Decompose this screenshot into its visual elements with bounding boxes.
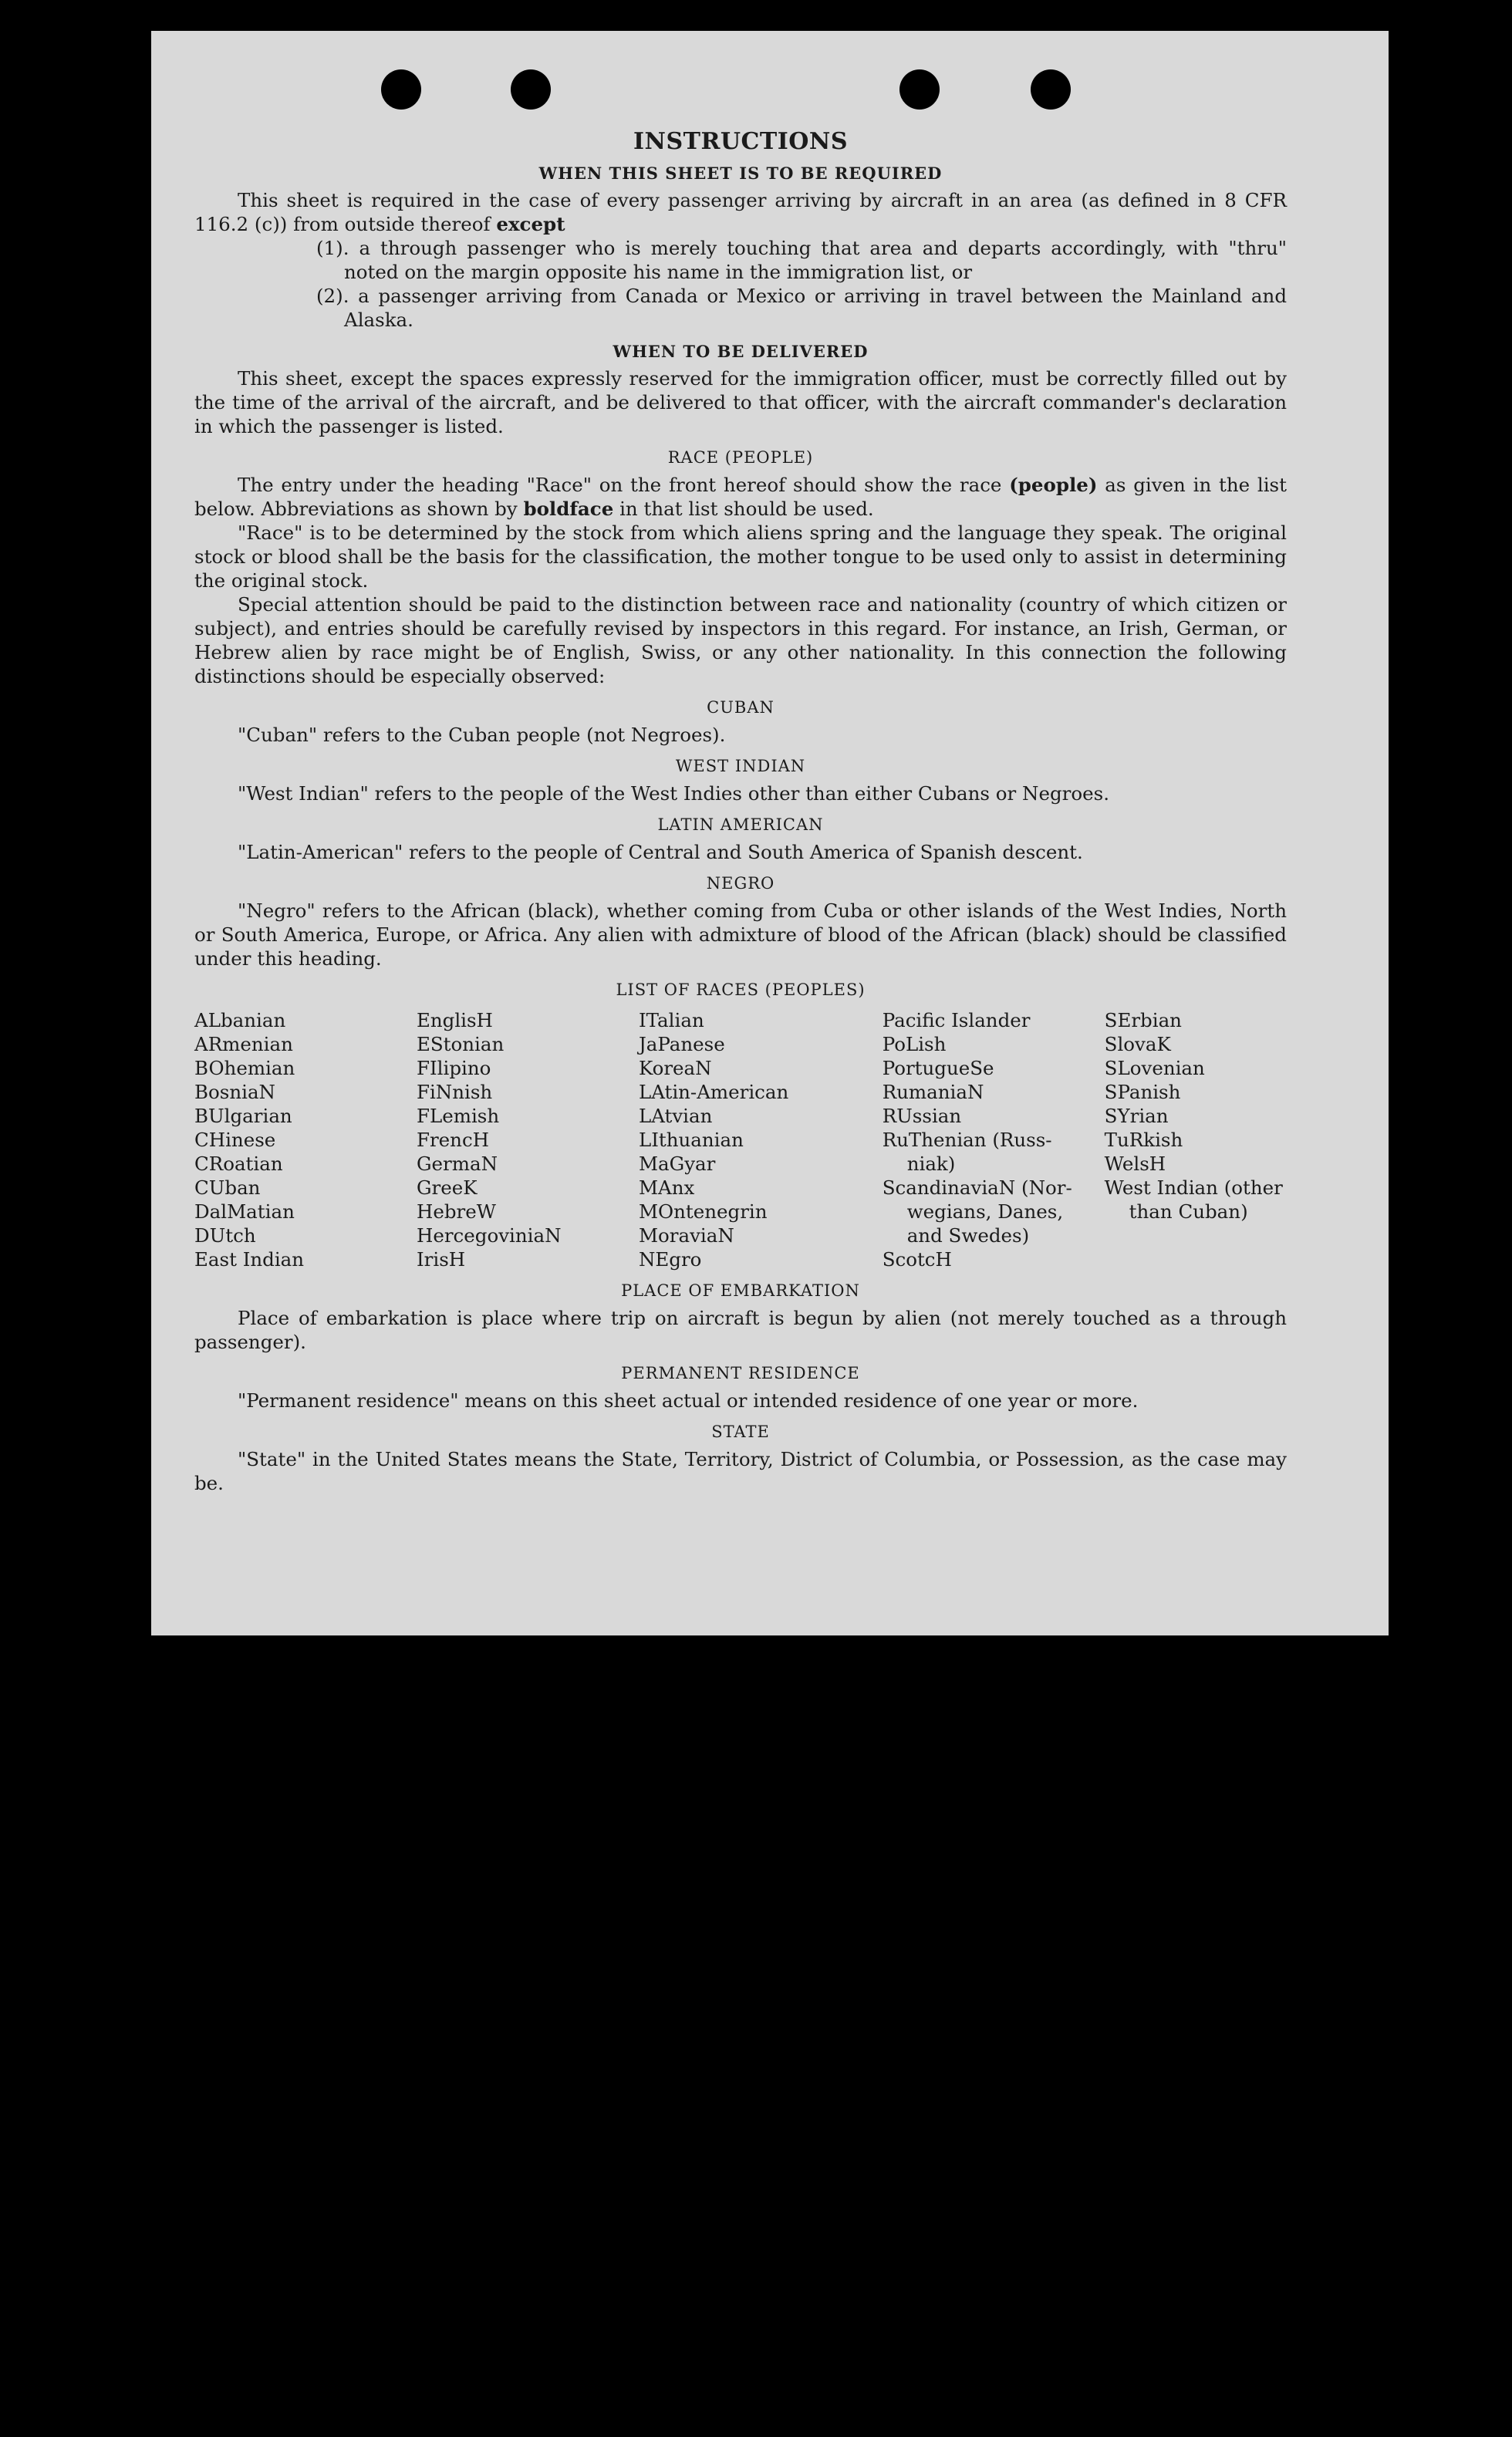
- race-item: BosniaN: [194, 1081, 275, 1103]
- race-item: EStonian: [416, 1033, 505, 1055]
- race-item: MAnx: [638, 1176, 695, 1199]
- race-item: IrisH: [416, 1248, 466, 1271]
- race-paragraph-3: Special attention should be paid to the distinction between race and nationality (country of which citizen or subject), and entries should be carefully revised by inspectors in this regard. For instance, an Irish, German, or Hebrew alien by race might be of English, Swiss, or any other nationality. In this connection the following distinctions should be especially observed:: [194, 593, 1287, 687]
- latin-american-text: "Latin-American" refers to the people of Central and South America of Spanish descent.: [238, 841, 1083, 863]
- race-item: SLovenian: [1104, 1057, 1205, 1079]
- delivered-text: This sheet, except the spaces expressly reserved for the immigration officer, must be correctly filled out by the time of the arrival of the aircraft, and be delivered to that officer, with the aircraft commander's declaration in which the passenger is listed.: [194, 367, 1287, 437]
- state-text: "State" in the United States means the State, Territory, District of Columbia, or Possession, as the case may be.: [194, 1448, 1287, 1494]
- race-item: FiNnish: [416, 1081, 493, 1103]
- race-item: GermaN: [416, 1153, 498, 1175]
- race-item-continued: and Swedes): [906, 1224, 1030, 1247]
- races-column-1: [194, 1008, 417, 1271]
- races-list: [194, 1008, 1287, 1271]
- required-item-1: (1). a through passenger who is merely touching that area and departs accordingly, with "thru" noted on the margin opposite his name in the immigration list, or: [316, 237, 1287, 283]
- required-intro: [194, 188, 1287, 236]
- race-item: ScotcH: [882, 1248, 952, 1271]
- required-intro-except: except: [496, 213, 565, 235]
- race-item: MOntenegrin: [638, 1200, 768, 1223]
- race-item: LAtin-American: [638, 1081, 789, 1103]
- race-item: SlovaK: [1104, 1033, 1171, 1055]
- race-item: FrencH: [416, 1129, 490, 1151]
- races-column-4: [883, 1008, 1105, 1271]
- race-item: ARmenian: [194, 1033, 293, 1055]
- heading-required: WHEN THIS SHEET IS TO BE REQUIRED: [538, 164, 943, 183]
- heading-embarkation: PLACE OF EMBARKATION: [621, 1281, 860, 1300]
- race-item: LIthuanian: [638, 1129, 744, 1151]
- race-item: CUban: [194, 1176, 261, 1199]
- race-item-continued: wegians, Danes,: [906, 1200, 1064, 1223]
- heading-negro: NEGRO: [706, 874, 775, 893]
- heading-state: STATE: [711, 1423, 770, 1441]
- punch-hole-2: [511, 69, 551, 110]
- race-item: RUssian: [882, 1105, 962, 1127]
- race-p1-b: (people): [1009, 474, 1098, 496]
- heading-list-of-races: LIST OF RACES (PEOPLES): [616, 981, 866, 999]
- race-item: RumaniaN: [882, 1081, 984, 1103]
- race-item: East Indian: [194, 1248, 305, 1271]
- race-p1-e: in that list should be used.: [613, 498, 874, 520]
- race-item: Pacific Islander: [882, 1009, 1031, 1031]
- race-item: West Indian (other: [1104, 1176, 1283, 1199]
- race-item: BOhemian: [194, 1057, 295, 1079]
- required-intro-text: This sheet is required in the case of every passenger arriving by aircraft in an area (as defined in 8 CFR 116.2 (c)) from outside thereof: [194, 189, 1287, 235]
- punch-hole-1: [381, 69, 421, 110]
- heading-cuban: CUBAN: [707, 698, 775, 717]
- race-item: EnglisH: [416, 1009, 493, 1031]
- race-p1-c: as given in the list below. Abbreviations as shown by: [194, 474, 1287, 520]
- residence-text: "Permanent residence" means on this sheet actual or intended residence of one year or more.: [238, 1389, 1139, 1412]
- race-item: WelsH: [1104, 1153, 1166, 1175]
- punch-hole-3: [899, 69, 940, 110]
- negro-text: "Negro" refers to the African (black), whether coming from Cuba or other islands of the West Indies, North or South America, Europe, or Africa. Any alien with admixture of blood of the African (black) should be classified under this heading.: [194, 900, 1287, 970]
- race-item: MaGyar: [638, 1153, 716, 1175]
- race-item: NEgro: [638, 1248, 702, 1271]
- race-item: JaPanese: [638, 1033, 725, 1055]
- race-item: LAtvian: [638, 1105, 713, 1127]
- race-item: SPanish: [1104, 1081, 1181, 1103]
- race-item: PortugueSe: [882, 1057, 994, 1079]
- instructions-content: [194, 130, 1287, 1495]
- race-item: TuRkish: [1104, 1129, 1183, 1151]
- race-item: FLemish: [416, 1105, 500, 1127]
- race-item: HebreW: [416, 1200, 496, 1223]
- race-item: RuThenian (Russ-: [882, 1129, 1052, 1151]
- races-column-5: [1105, 1008, 1287, 1271]
- document-sheet: [151, 31, 1389, 1635]
- race-item: ITalian: [638, 1009, 704, 1031]
- race-item: SErbian: [1104, 1009, 1182, 1031]
- west-indian-text: "West Indian" refers to the people of the West Indies other than either Cubans or Negroes.: [238, 782, 1109, 805]
- cuban-text: "Cuban" refers to the Cuban people (not Negroes).: [238, 724, 726, 746]
- races-column-3: [639, 1008, 883, 1271]
- race-item: DUtch: [194, 1224, 256, 1247]
- race-p1-a: The entry under the heading "Race" on the front hereof should show the race: [238, 474, 1010, 496]
- embarkation-text: Place of embarkation is place where trip on aircraft is begun by alien (not merely touched as a through passenger).: [194, 1307, 1287, 1353]
- race-paragraph-2: "Race" is to be determined by the stock from which aliens spring and the language they speak. The original stock or blood shall be the basis for the classification, the mother tongue to be used only to assist in determining the original stock.: [194, 521, 1287, 592]
- heading-west-indian: WEST INDIAN: [675, 757, 806, 775]
- race-paragraph-1: [194, 473, 1287, 521]
- race-item-continued: niak): [906, 1153, 956, 1175]
- race-item: ScandinaviaN (Nor-: [882, 1176, 1072, 1199]
- race-item: HercegovinіaN: [416, 1224, 562, 1247]
- races-column-2: [417, 1008, 639, 1271]
- race-item: FIlipino: [416, 1057, 491, 1079]
- race-item: BUlgarian: [194, 1105, 292, 1127]
- race-item: GreeK: [416, 1176, 478, 1199]
- race-item: CHinese: [194, 1129, 276, 1151]
- race-p1-d: boldface: [523, 498, 614, 520]
- race-item: CRoatian: [194, 1153, 283, 1175]
- race-item-continued: than Cuban): [1129, 1200, 1248, 1223]
- race-item: PoLish: [882, 1033, 947, 1055]
- race-item: SYrian: [1104, 1105, 1169, 1127]
- heading-delivered: WHEN TO BE DELIVERED: [613, 342, 869, 361]
- race-item: DalMatian: [194, 1200, 295, 1223]
- page-title: INSTRUCTIONS: [633, 128, 848, 155]
- race-item: ALbanian: [194, 1009, 286, 1031]
- punch-hole-4: [1031, 69, 1071, 110]
- race-item: KoreaN: [638, 1057, 712, 1079]
- race-item: MoraviaN: [638, 1224, 734, 1247]
- heading-latin-american: LATIN AMERICAN: [657, 815, 824, 834]
- heading-race: RACE (PEOPLE): [667, 448, 814, 467]
- required-item-2: (2). a passenger arriving from Canada or Mexico or arriving in travel between the Mainland and Alaska.: [316, 285, 1287, 331]
- heading-residence: PERMANENT RESIDENCE: [621, 1364, 860, 1382]
